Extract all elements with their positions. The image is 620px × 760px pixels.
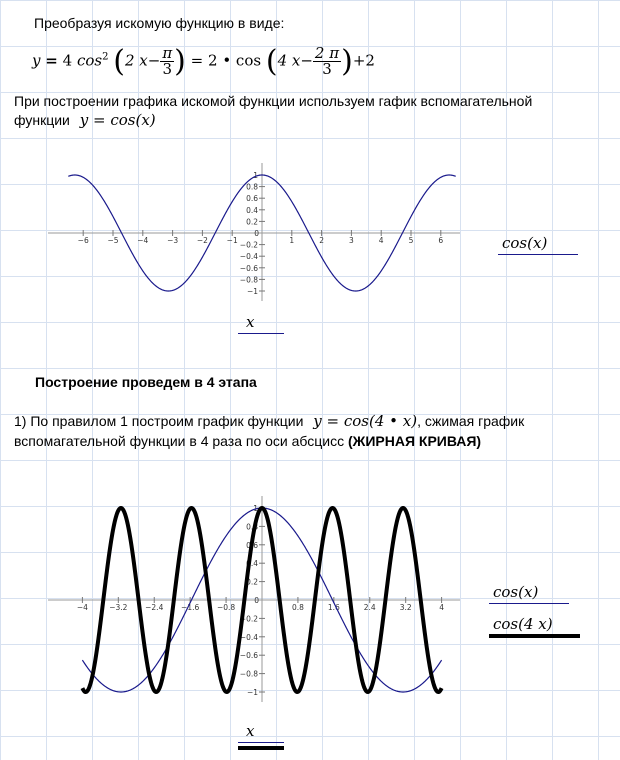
plot2-xlabel-line2 [238,746,284,750]
plot2-xlabel: x [246,722,255,740]
origin-label: 0 [254,596,259,605]
x-tick-label: 1.6 [327,603,340,612]
step1-line2 [14,431,481,451]
origin-label: 0 [254,229,259,238]
plot1-xlabel-line [238,333,284,334]
x-tick-label: 4 [439,603,444,612]
series-line-0 [82,508,441,692]
step1-line1 [14,411,524,431]
series-line-1 [82,508,441,692]
note-math: y = cos(x) [79,111,156,129]
x-tick-label: 2 [319,236,324,245]
formula-inner-b: 4 x− [277,51,313,70]
note-line2 [14,110,156,130]
frac2-num: 2 π [314,44,340,62]
y-tick-label: 0.8 [246,182,258,192]
formula-lhs: y [32,51,41,70]
formula-coef: 4 [62,51,73,70]
formula-inner-a: 2 x− [124,51,161,70]
section-title: Построение проведем в 4 этапа [35,374,257,390]
y-tick-label: 0.2 [246,217,258,227]
y-tick-label: −0.6 [239,651,258,661]
step1-line2-prefix: вспомагательной функции в 4 раза по оси абсцисс [14,433,345,449]
x-tick-label: −2 [196,236,208,245]
y-tick-label: 1 [253,171,258,180]
formula-tail: +2 [352,51,375,70]
x-tick-label: −4 [137,236,149,245]
step1-math: y = cos(4 • x) [313,412,418,430]
plot1-xlabel: x [246,313,255,331]
intro-heading: Преобразуя искомую функцию в виде: [34,15,285,31]
y-tick-label: −0.2 [239,240,258,250]
x-tick-label: 5 [408,236,414,245]
x-tick-label: −4 [76,603,88,612]
formula-mid: = 2 • cos [190,51,262,70]
x-tick-label: −3 [167,236,179,245]
x-tick-label: −0.8 [216,603,236,612]
x-tick-label: −2.4 [145,603,164,612]
formula-eq: = [45,51,58,70]
series-line-0 [68,175,455,291]
y-tick-label: 0.4 [246,559,258,569]
legend2a-line [489,603,569,604]
legend2a-label: cos(x) [493,583,539,601]
frac1-den: 3 [162,60,173,78]
plot2-xlabel-line1 [238,742,284,743]
formula-exp: 2 [102,51,109,63]
x-tick-label: 0.8 [291,603,304,612]
y-tick-label: −0.2 [239,614,258,624]
y-tick-label: −0.8 [239,275,258,285]
x-tick-label: −1.6 [181,603,200,612]
y-tick-label: −1 [246,287,258,296]
legend2b-label: cos(4 x) [493,615,553,633]
y-tick-label: −0.4 [239,632,258,642]
x-tick-label: 3 [349,236,354,245]
y-tick-label: 1 [253,504,258,513]
note-line2-prefix: функции [14,112,70,128]
frac2-den: 3 [322,60,332,78]
y-tick-label: 0.4 [246,205,258,215]
legend1-label: cos(x) [502,234,548,252]
y-tick-label: 0.8 [246,522,258,532]
x-tick-label: 4 [378,236,384,245]
x-tick-label: 3.2 [399,603,412,612]
y-tick-label: 0.6 [246,540,258,550]
y-tick-label: −0.6 [239,263,258,273]
legend2b-line [489,634,580,638]
frac1-num: π [162,44,173,62]
x-tick-label: 2.4 [363,603,376,612]
y-tick-label: −0.4 [239,252,258,262]
legend1-line [498,254,578,255]
x-tick-label: −3.2 [109,603,128,612]
y-tick-label: −0.8 [239,669,258,679]
step1-line2-bold: (ЖИРНАЯ КРИВАЯ) [348,433,482,449]
x-tick-label: −6 [77,236,89,245]
x-tick-label: −5 [107,236,119,245]
note-line1: При построении графика искомой функции используем гафик вспомагательной [14,93,533,109]
y-tick-label: 0.6 [246,194,258,204]
x-tick-label: −1 [226,236,238,245]
y-tick-label: 0.2 [246,577,258,587]
formula-fn: cos [76,51,103,70]
transformed-formula: y = 4 $\cos^2 (2$ x− $\frac{\pi}{3}$ ) = 2 • cos (4 x− $\frac{2 \pi}{3}$ )+2 [32,44,375,79]
x-tick-label: 1 [289,236,295,245]
x-tick-label: 6 [438,236,444,245]
y-tick-label: −1 [246,688,258,697]
step1-line1-prefix: 1) По правилом 1 построим график функции [14,413,304,429]
step1-line1-suffix: , сжимая график [417,413,525,429]
